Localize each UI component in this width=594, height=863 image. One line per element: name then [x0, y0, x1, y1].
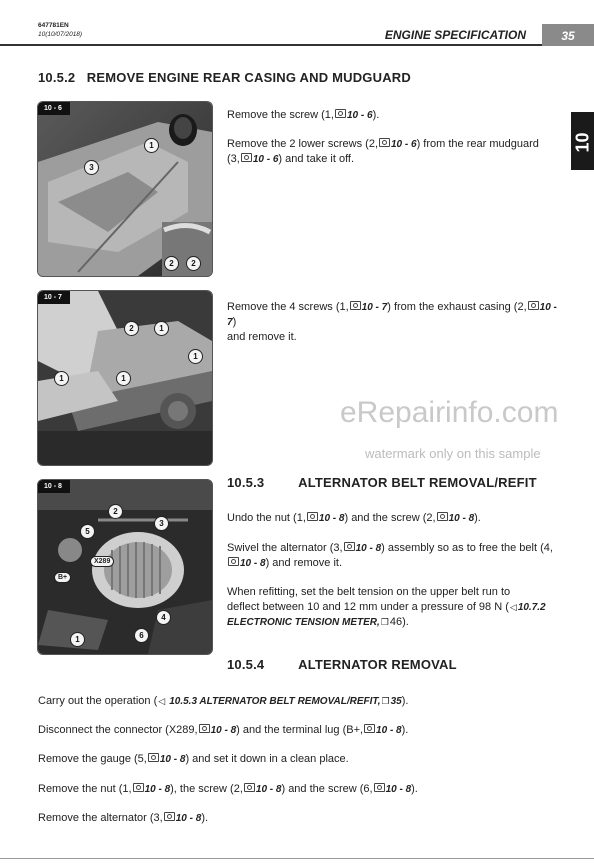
instruction-swivel-alternator: Swivel the alternator (3, 10 - 8) assembly so as to free the belt (4, 10 - 8) and remove it. — [227, 542, 553, 569]
instruction-carry-out-operation: Carry out the operation (◁ 10.5.3 ALTERNATOR BELT REMOVAL/REFIT,❐35). — [38, 695, 409, 707]
callout-1b: 1 — [188, 349, 203, 364]
photo-ref-icon — [437, 512, 448, 521]
section-heading-10-5-3 — [227, 475, 537, 490]
photo-ref-icon — [379, 138, 390, 147]
callout-3: 3 — [84, 160, 99, 175]
page-ref-icon: ❐ — [380, 617, 389, 627]
photo-ref-icon — [148, 753, 159, 762]
document-date: 10(10/07/2018) — [38, 31, 83, 38]
photo-ref-icon — [350, 301, 361, 310]
document-code: 647781EN — [38, 22, 69, 29]
section-title: REMOVE ENGINE REAR CASING AND MUDGUARD — [86, 70, 411, 85]
callout-1a: 1 — [154, 321, 169, 336]
figure-label: 10 - 7 — [38, 291, 70, 304]
figure-10-8 — [37, 479, 213, 655]
section-title: ALTERNATOR BELT REMOVAL/REFIT — [298, 475, 537, 490]
page-ref-icon: ❐ — [381, 696, 390, 706]
callout-1d: 1 — [116, 371, 131, 386]
watermark-text: eRepairinfo.com — [340, 396, 559, 429]
callout-4: 4 — [156, 610, 171, 625]
chapter-tab — [571, 112, 594, 170]
photo-ref-icon — [364, 724, 375, 733]
figure-10-6 — [37, 101, 213, 277]
photo-ref-icon — [228, 557, 239, 566]
figure-label: 10 - 6 — [38, 102, 70, 115]
watermark-subtext: watermark only on this sample — [365, 446, 541, 461]
callout-x289: X289 — [90, 556, 114, 567]
photo-ref-icon — [199, 724, 210, 733]
chapter-tab-number: 10 — [572, 132, 593, 153]
photo-ref-icon — [241, 153, 252, 162]
callout-b-plus: B+ — [54, 572, 71, 583]
instruction-remove-screw: Remove the screw (1, 10 - 6). — [227, 109, 380, 121]
callout-2a: 2 — [164, 256, 179, 271]
header-title: ENGINE SPECIFICATION — [384, 28, 526, 42]
photo-ref-icon — [244, 783, 255, 792]
callout-1c: 1 — [54, 371, 69, 386]
instruction-remove-lower-screws: Remove the 2 lower screws (2, 10 - 6) from the rear mudguard (3, 10 - 6) and take it off. — [227, 138, 539, 165]
section-number: 10.5.4 — [227, 657, 265, 672]
photo-ref-icon — [335, 109, 346, 118]
photo-ref-icon — [344, 542, 355, 551]
callout-5: 5 — [80, 524, 95, 539]
callout-2b: 2 — [186, 256, 201, 271]
callout-1: 1 — [144, 138, 159, 153]
section-title: ALTERNATOR REMOVAL — [298, 657, 457, 672]
figure-10-7 — [37, 290, 213, 466]
section-number: 10.5.2 — [38, 70, 76, 85]
link-arrow-icon: ◁ — [158, 696, 166, 706]
photo-ref-icon — [164, 812, 175, 821]
instruction-remove-exhaust-casing: Remove the 4 screws (1, 10 - 7) from the exhaust casing (2, 10 - 7) and remove it. — [227, 301, 557, 343]
callout-6: 6 — [134, 628, 149, 643]
callout-2: 2 — [108, 504, 123, 519]
photo-ref-icon — [528, 301, 539, 310]
instruction-remove-alternator: Remove the alternator (3, 10 - 8). — [38, 812, 209, 824]
section-number: 10.5.3 — [227, 475, 265, 490]
instruction-remove-gauge: Remove the gauge (5, 10 - 8) and set it down in a clean place. — [38, 753, 349, 765]
photo-ref-icon — [374, 783, 385, 792]
figure-label: 10 - 8 — [38, 480, 70, 493]
instruction-undo-nut: Undo the nut (1, 10 - 8) and the screw (2, 10 - 8). — [227, 512, 481, 524]
instruction-remove-nut-screws: Remove the nut (1, 10 - 8), the screw (2, 10 - 8) and the screw (6, 10 - 8). — [38, 783, 418, 795]
footer-rule — [0, 858, 594, 859]
instruction-disconnect-connector: Disconnect the connector (X289, 10 - 8) and the terminal lug (B+, 10 - 8). — [38, 724, 409, 736]
link-arrow-icon: ◁ — [509, 602, 517, 612]
section-heading-10-5-4 — [227, 657, 457, 672]
section-heading-10-5-2 — [38, 70, 411, 85]
callout-1: 1 — [70, 632, 85, 647]
photo-ref-icon — [307, 512, 318, 521]
page-number: 35 — [542, 24, 594, 46]
photo-ref-icon — [133, 783, 144, 792]
callout-2: 2 — [124, 321, 139, 336]
callout-3: 3 — [154, 516, 169, 531]
instruction-refit-tension: When refitting, set the belt tension on the upper belt run to deflect between 10 and 12 mm under a pressure of 98 N (◁10.7.2 ELECTRONIC TENSION METER,❐46). — [227, 586, 546, 628]
header-rule — [0, 44, 542, 46]
